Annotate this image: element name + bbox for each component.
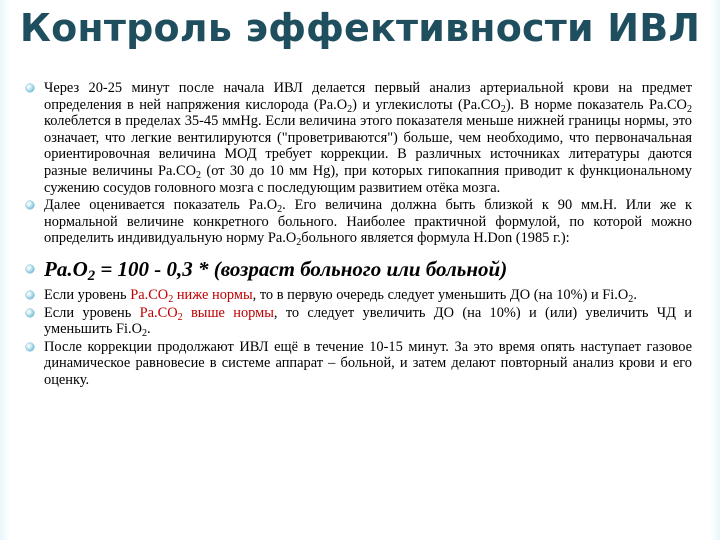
formula-text: Pa.O: [44, 256, 88, 281]
highlight-text: Pa.CO: [139, 304, 178, 321]
paragraph-above-norm: [24, 305, 692, 338]
text: . Если величина этого показателя меньше нижней границы нормы, это означает, что легкие вентилируются ("проветриваются") больше, чем необходимо, что первоначальная ориентировочная величина МОД требует коррекции. В различных источниках литературы даются разные величины Pa.CO: [44, 113, 692, 179]
formula-text: = 100 - 0,3 * (возраст больного или больной): [95, 256, 508, 281]
formula-line: [24, 255, 692, 283]
text: ). В норме показатель Pa.CO: [505, 96, 687, 113]
text: ) и углекислоты (Pa.CO: [352, 96, 501, 113]
subscript: 2: [196, 169, 202, 181]
text: Hg: [240, 113, 258, 130]
subscript: 2: [628, 293, 634, 305]
subscript: 2: [87, 267, 96, 284]
paragraph-after-correction: [24, 339, 692, 389]
text: Через 20-25 минут после начала ИВЛ делается первый анализ артериальной крови на предмет определения в ней напряжения кислорода (Pa.O: [44, 80, 692, 113]
paragraph-pao2-assessment: [24, 197, 692, 247]
slide-title: Контроль эффективности ИВЛ: [19, 6, 701, 50]
text: (от 30 до 10 мм Hg), при которых гипокапния приводит к функциональному сужению сосудов головного мозга с последующим развитием отёка мозга.: [44, 162, 692, 196]
subscript: 2: [177, 311, 183, 323]
subscript: 2: [686, 103, 693, 115]
text: .: [633, 286, 637, 303]
bullet-icon: [26, 201, 34, 209]
bullet-icon: [26, 291, 34, 299]
subscript: 2: [168, 293, 174, 305]
subscript: 2: [347, 103, 353, 115]
slide-body: [24, 80, 692, 390]
paragraph-below-norm: [24, 287, 692, 304]
text: Если уровень: [44, 304, 140, 321]
bullet-icon: [26, 343, 34, 351]
text: .: [147, 321, 151, 338]
text: После коррекции продолжают ИВЛ ещё в течение 10-15 минут. За это время опять наступает газовое динамическое равновесие в системе аппарат – больной, и затем делают повторный анализ крови и его оценку.: [44, 338, 692, 388]
subscript: 2: [277, 204, 283, 216]
text: , то в первую очередь следует уменьшить ДО (на 10%) и Fi.O: [252, 286, 629, 303]
highlight-text: Pa.CO: [130, 286, 169, 303]
highlight-text: ниже нормы: [173, 286, 253, 303]
subscript: 2: [142, 328, 148, 340]
highlight-text: выше нормы: [182, 304, 274, 321]
text: , то следует увеличить ДО (на 10%) и (или) увеличить ЧД и уменьшить Fi.O: [44, 304, 692, 338]
text: колеблется в пределах 35-45 мм: [44, 113, 241, 130]
text: . Его величина должна быть близкой к 90 мм.Н. Или же к нормальной величине конкретного больного. Наиболее практичной формулой, по которой можно определить индивидуальную норму Pa.O: [44, 197, 692, 247]
bullet-icon: [26, 84, 34, 92]
text: Если уровень: [44, 286, 131, 303]
text: Далее оценивается показатель Pa.O: [44, 197, 278, 214]
text: больного является формула H.Don (1985 г.):: [301, 230, 570, 247]
bullet-icon: [26, 309, 34, 317]
subscript: 2: [500, 103, 506, 115]
subscript: 2: [296, 237, 302, 249]
paragraph-first-analysis: [24, 80, 692, 196]
bullet-icon: [26, 265, 34, 273]
